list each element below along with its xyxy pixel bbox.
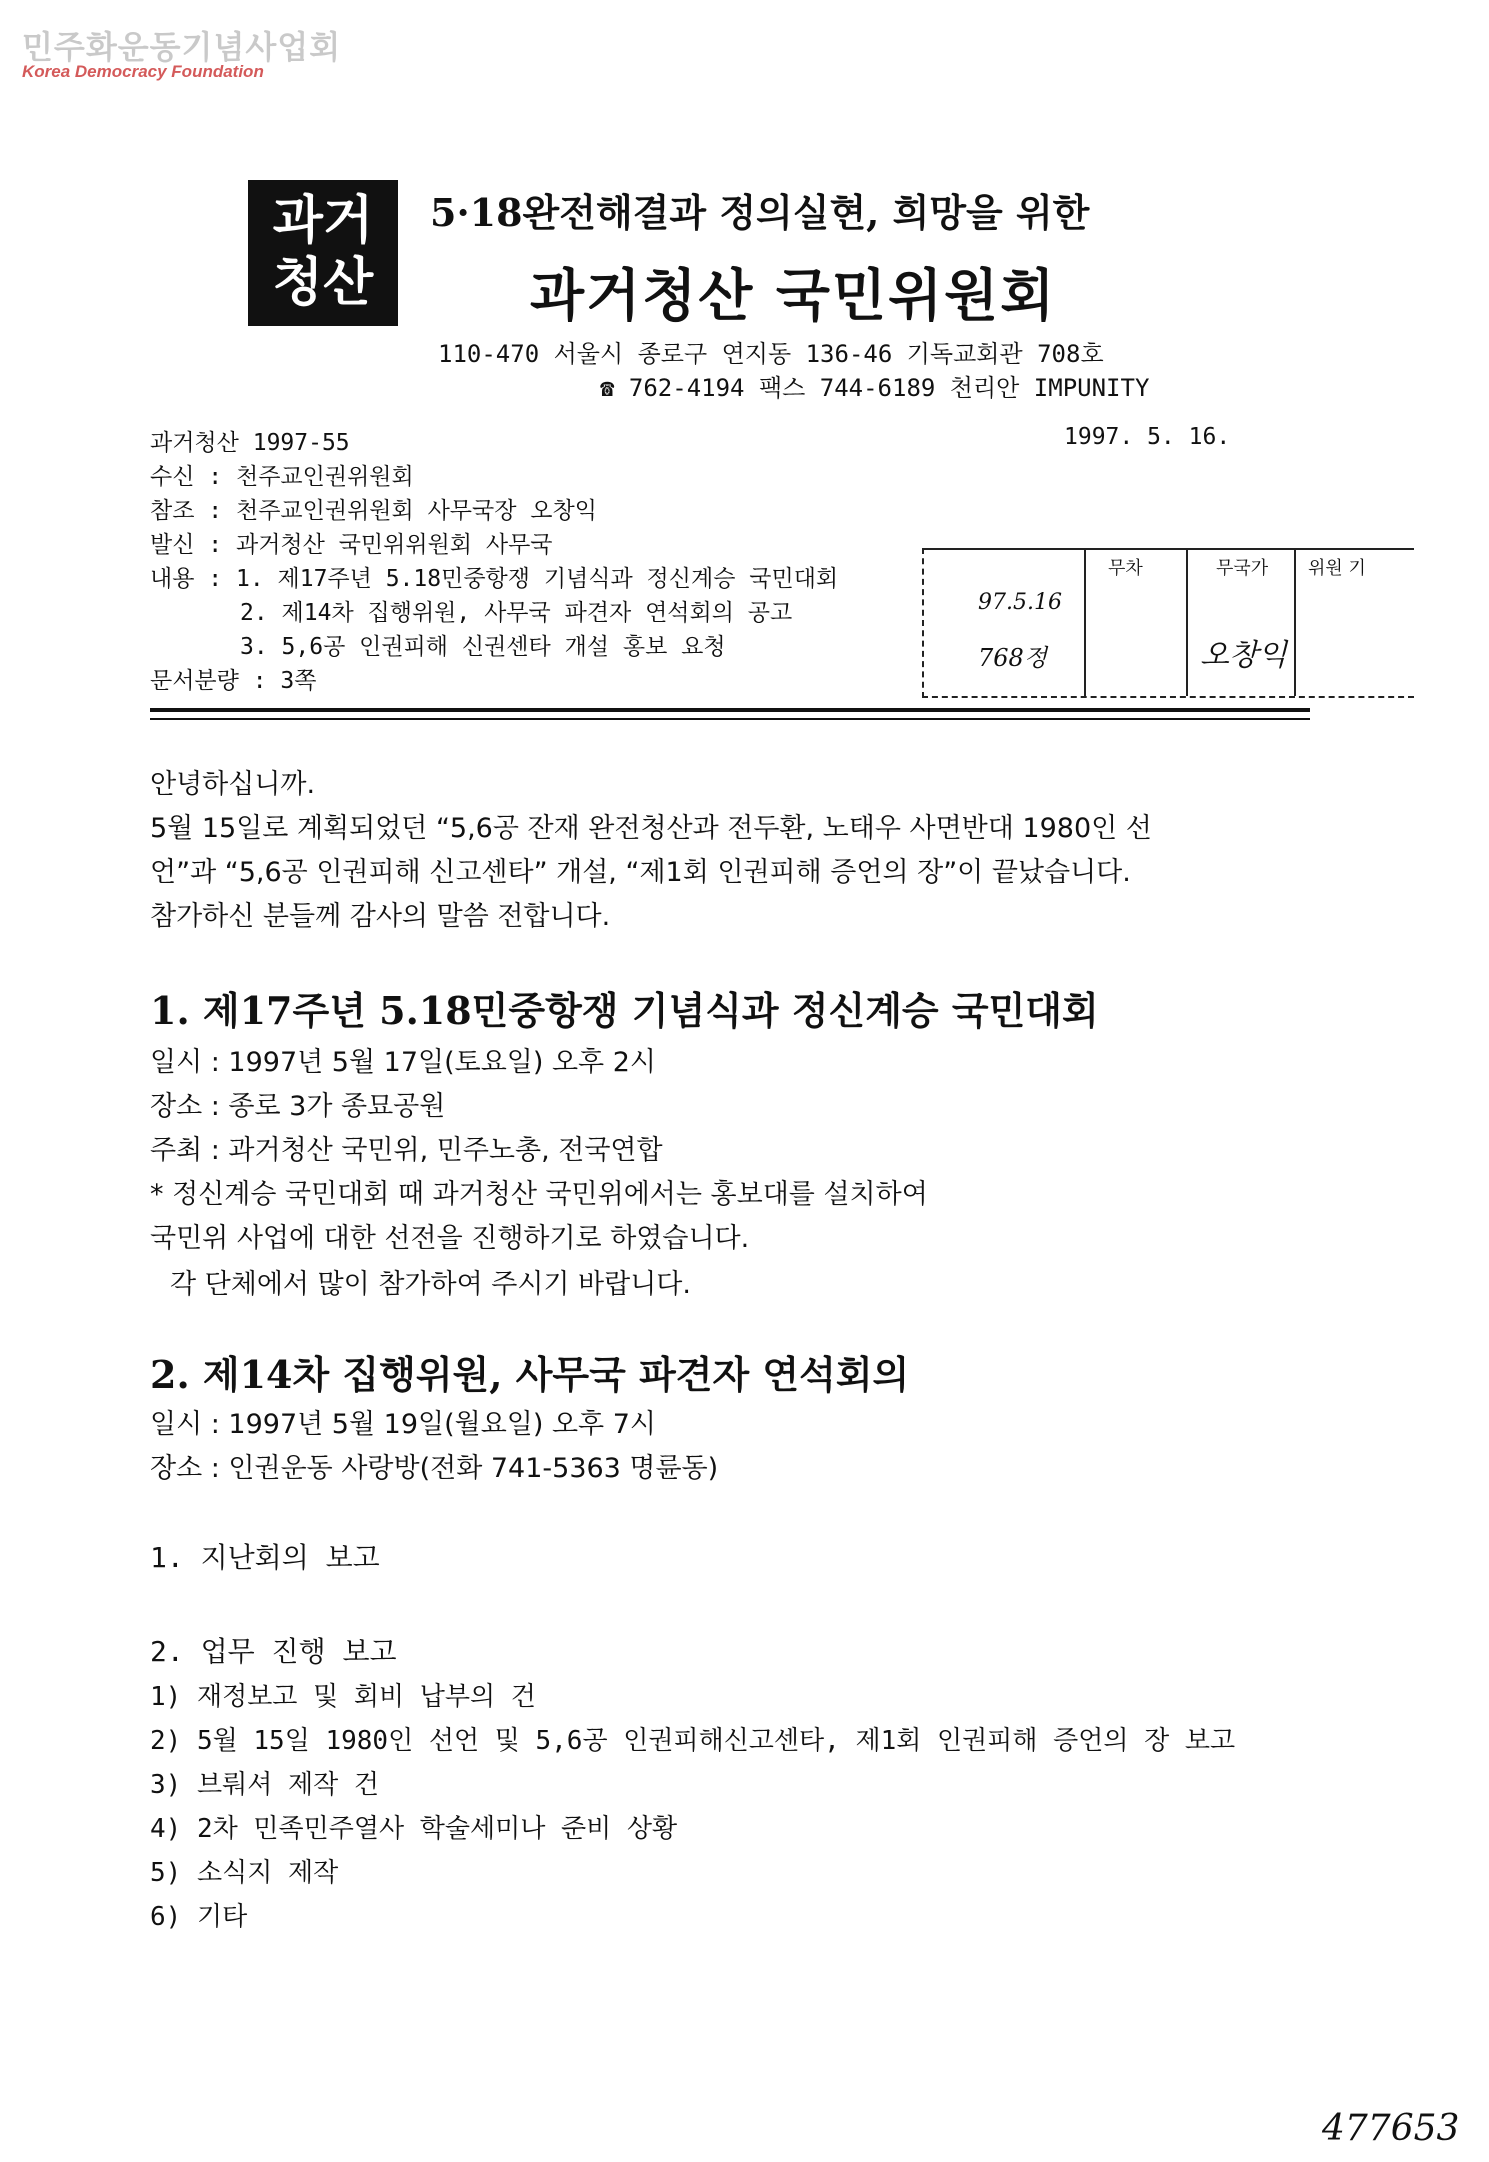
- intro-line-1: 5월 15일로 계획되었던 “5,6공 잔재 완전청산과 전두환, 노태우 사면반대 1980인 선: [150, 813, 1152, 844]
- agenda-subitem-4: 4) 2차 민족민주열사 학술세미나 준비 상황: [150, 1814, 678, 1844]
- letterhead-title: 과거청산 국민위원회: [530, 263, 1057, 329]
- agenda-item-2: 2. 업무 진행 보고: [150, 1635, 397, 1668]
- section-2-heading: 2. 제14차 집행위원, 사무국 파견자 연석회의: [150, 1352, 910, 1397]
- agenda-subitem-5: 5) 소식지 제작: [150, 1858, 339, 1888]
- organization-logo: [248, 180, 398, 326]
- stamp-header-3: 위원 기: [1308, 558, 1366, 579]
- archive-number: 477653: [1322, 2108, 1460, 2149]
- agenda-subitem-3: 3) 브뤄셔 제작 건: [150, 1770, 379, 1800]
- section-1-note-2: 국민위 사업에 대한 선전을 진행하기로 하였습니다.: [150, 1223, 750, 1254]
- header-divider-thick: [150, 708, 1310, 712]
- header-divider-thin: [150, 718, 1310, 720]
- stamp-header-2: 무국가: [1216, 558, 1269, 579]
- letterhead-address: 110-470 서울시 종로구 연지동 136-46 기독교회관 708호: [438, 340, 1104, 368]
- letterhead-subtitle: 5·18완전해결과 정의실현, 희망을 위한: [430, 190, 1090, 235]
- approval-stamp: [922, 548, 1414, 698]
- section-1-host: 주최 : 과거청산 국민위, 민주노총, 전국연합: [150, 1135, 663, 1166]
- intro-line-2: 언”과 “5,6공 인권피해 신고센타” 개설, “제1회 인권피해 증언의 장”이 끝났습니다.: [150, 857, 1131, 888]
- logo-line1: 과거: [272, 190, 374, 251]
- section-2-place: 장소 : 인권운동 사랑방(전화 741-5363 명륜동): [150, 1453, 719, 1484]
- agenda-item-1: 1. 지난회의 보고: [150, 1541, 380, 1574]
- stamp-handwritten-date: 97.5.16: [978, 590, 1062, 615]
- stamp-signature: 오창익: [1200, 638, 1287, 673]
- content-item-1: 내용 : 1. 제17주년 5.18민중항쟁 기념식과 정신계승 국민대회: [150, 566, 839, 592]
- greeting: 안녕하십니까.: [150, 769, 316, 800]
- page-count-line: 문서분량 : 3쪽: [150, 668, 317, 694]
- content-item-2: 2. 제14차 집행위원, 사무국 파견자 연석회의 공고: [240, 600, 793, 626]
- watermark-org-english: Korea Democracy Foundation: [22, 62, 264, 81]
- stamp-handwritten-number: 768정: [978, 644, 1047, 672]
- section-1-note-3: 각 단체에서 많이 참가하여 주시기 바랍니다.: [170, 1269, 691, 1300]
- watermark-org-korean: 민주화운동기념사업회: [22, 28, 342, 66]
- agenda-subitem-2: 2) 5월 15일 1980인 선언 및 5,6공 인권피해신고센타, 제1회 인권피해 증언의 장 보고: [150, 1726, 1236, 1756]
- section-1-datetime: 일시 : 1997년 5월 17일(토요일) 오후 2시: [150, 1047, 656, 1078]
- agenda-subitem-6: 6) 기타: [150, 1902, 248, 1932]
- recipient-line: 수신 : 천주교인권위원회: [150, 464, 414, 490]
- intro-line-3: 참가하신 분들께 감사의 말씀 전합니다.: [150, 901, 611, 932]
- section-1-heading: 1. 제17주년 5.18민중항쟁 기념식과 정신계승 국민대회: [150, 988, 1099, 1033]
- reference-line: 참조 : 천주교인권위원회 사무국장 오창익: [150, 498, 597, 524]
- content-item-3: 3. 5,6공 인권피해 신권센타 개설 홍보 요청: [240, 634, 726, 660]
- section-1-note-1: * 정신계승 국민대회 때 과거청산 국민위에서는 홍보대를 설치하여: [150, 1179, 928, 1210]
- section-2-datetime: 일시 : 1997년 5월 19일(월요일) 오후 7시: [150, 1409, 656, 1440]
- stamp-header-1: 무차: [1108, 558, 1143, 579]
- document-number: 과거청산 1997-55: [150, 430, 350, 456]
- section-1-place: 장소 : 종로 3가 종묘공원: [150, 1091, 446, 1122]
- letterhead-contact: ☎ 762-4194 팩스 744-6189 천리안 IMPUNITY: [600, 374, 1150, 402]
- sender-line: 발신 : 과거청산 국민위위원회 사무국: [150, 532, 553, 558]
- logo-line2: 청산: [272, 252, 374, 313]
- document-date: 1997. 5. 16.: [1064, 424, 1231, 450]
- agenda-subitem-1: 1) 재정보고 및 회비 납부의 건: [150, 1682, 536, 1712]
